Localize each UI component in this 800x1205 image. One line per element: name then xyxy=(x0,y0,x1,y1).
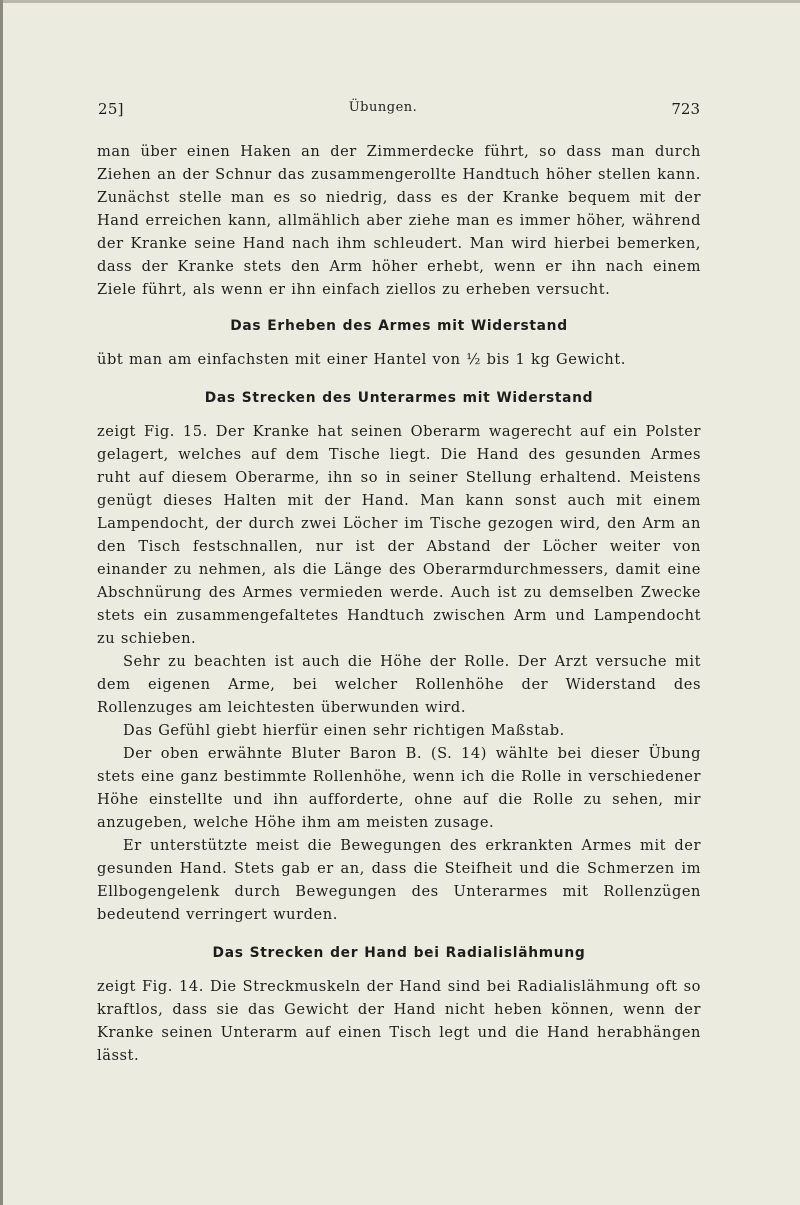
body-text xyxy=(97,140,701,1067)
paragraph-3: zeigt Fig. 15. Der Kranke hat seinen Oberarm wagerecht auf ein Polster gelagert, welches auf dem Tische liegt. Die Hand des gesunden Armes ruht auf diesem Oberarme, ihn so in seiner Stellung erhaltend. Meistens genügt dieses Halten mit der Hand. Man kann sonst auch mit einem Lampendocht, der durch zwei Löcher im Tische gezogen wird, den Arm an den Tisch festschnallen, nur ist der Abstand der Löcher weiter von einander zu nehmen, als die Länge des Oberarmdurchmessers, damit eine Abschnürung des Armes vermieden werde. Auch ist zu demselben Zwecke stets ein zusammengefaltetes Handtuch zwischen Arm und Lampendocht zu schieben. xyxy=(97,423,701,647)
paragraph-6: Der oben erwähnte Bluter Baron B. (S. 14) wählte bei dieser Übung stets eine ganz bestimmte Rollenhöhe, wenn ich die Rolle in verschiedener Höhe einstellte und ihn aufforderte, ohne auf die Rolle zu sehen, mir anzugeben, welche Höhe ihm am meisten zusage. xyxy=(97,745,701,831)
heading-arm-raise: Das Erheben des Armes mit Widerstand xyxy=(230,318,568,334)
paragraph-8: zeigt Fig. 14. Die Streckmuskeln der Hand sind bei Radialislähmung oft so kraftlos, dass sie das Gewicht der Hand nicht heben können, wenn der Kranke seinen Unterarm auf einen Tisch legt und die Hand herabhängen lässt. xyxy=(97,978,701,1064)
paragraph-5: Das Gefühl giebt hierfür einen sehr richtigen Maßstab. xyxy=(123,722,565,739)
paragraph-2: übt man am einfachsten mit einer Hantel von ½ bis 1 kg Gewicht. xyxy=(97,351,626,368)
running-title: Übungen. xyxy=(348,100,418,115)
page-top-edge xyxy=(0,0,800,3)
page-number: 723 xyxy=(671,100,700,118)
page-left-edge xyxy=(0,0,3,1205)
paragraph-7: Er unterstützte meist die Bewegungen des erkrankten Armes mit der gesunden Hand. Stets gab er an, dass die Steifheit und die Schmerzen im Ellbogengelenk durch Bewegungen des Unterarmes mit Rollenzügen bedeutend verringert wurden. xyxy=(97,837,701,923)
paragraph-1: man über einen Haken an der Zimmerdecke führt, so dass man durch Ziehen an der Schnur das zusammengerollte Handtuch höher stellen kann. Zunächst stelle man es so niedrig, dass es der Kranke bequem mit der Hand erreichen kann, allmählich aber ziehe man es immer höher, während der Kranke seine Hand nach ihm schleudert. Man wird hierbei bemerken, dass der Kranke stets den Arm höher erhebt, wenn er ihn nach einem Ziele führt, als wenn er ihn einfach ziellos zu erheben versucht. xyxy=(97,143,701,298)
heading-forearm-extension: Das Strecken des Unterarmes mit Widerstand xyxy=(204,390,594,406)
section-number: 25] xyxy=(98,100,124,118)
heading-hand-extension: Das Strecken der Hand bei Radialislähmung xyxy=(212,945,586,961)
running-header xyxy=(98,100,700,124)
paragraph-4: Sehr zu beachten ist auch die Höhe der Rolle. Der Arzt versuche mit dem eigenen Arme, bei welcher Rollenhöhe der Widerstand des Rollenzuges am leichtesten überwunden wird. xyxy=(97,653,701,716)
